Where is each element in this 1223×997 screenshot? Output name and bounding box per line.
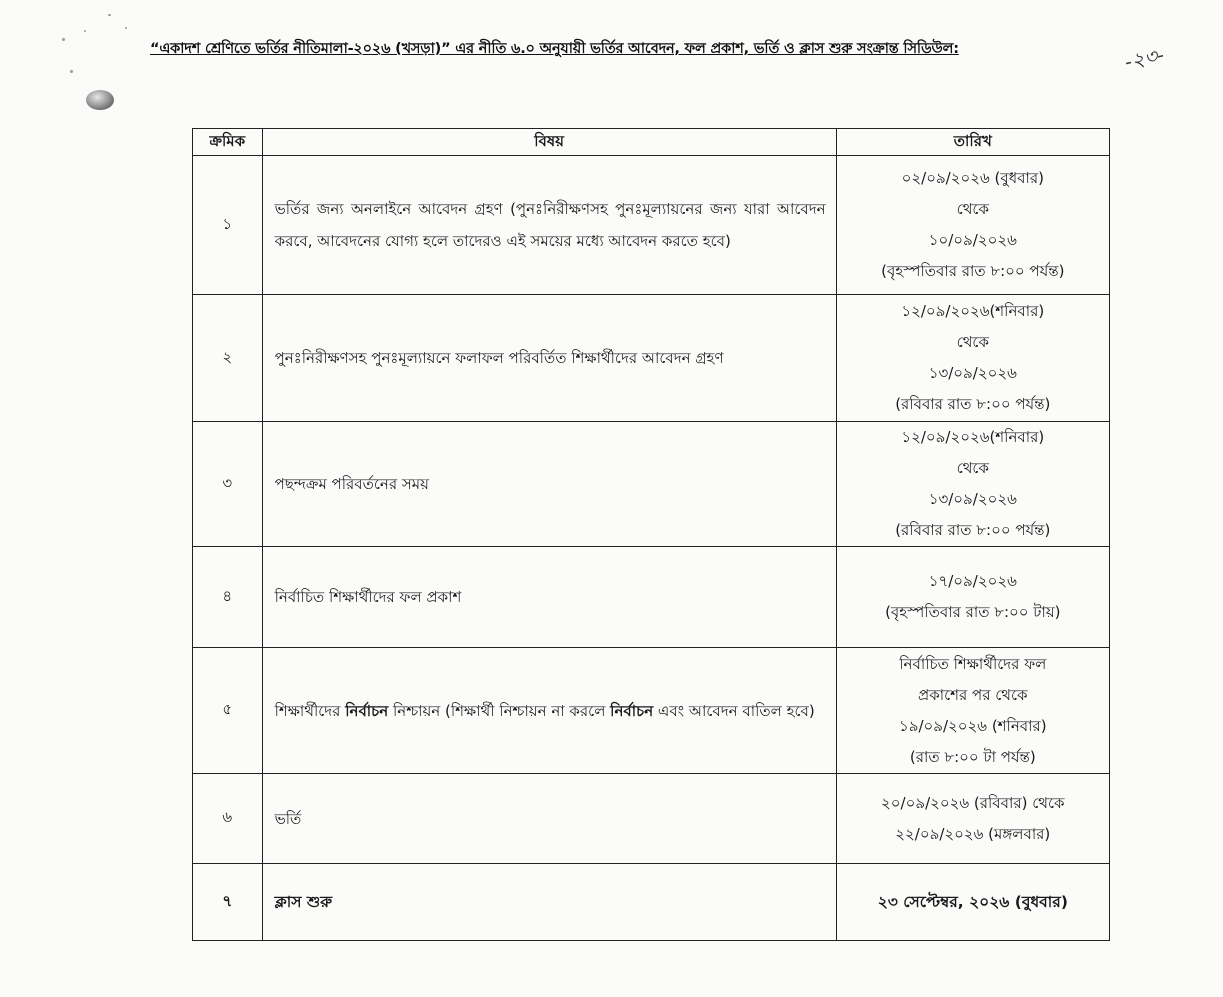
subject-emphasis: নির্বাচন	[610, 701, 654, 720]
date-line: (রাত ৮:০০ টা পর্যন্ত)	[909, 747, 1036, 766]
row-date	[836, 864, 1109, 941]
row-subject: ক্লাস শুরু	[262, 864, 836, 941]
schedule-table	[192, 128, 1110, 941]
date-line: ২২/০৯/২০২৬ (মঙ্গলবার)	[895, 824, 1051, 843]
scan-speck	[108, 14, 111, 16]
date-line: ২০/০৯/২০২৬ (রবিবার) থেকে	[881, 793, 1065, 812]
row-date	[836, 648, 1109, 774]
row-date	[836, 547, 1109, 648]
scan-speck	[84, 30, 86, 32]
date-line: থেকে	[956, 459, 989, 477]
row-serial: ৩	[193, 422, 263, 547]
date-line: থেকে	[956, 200, 989, 218]
row-subject: পছন্দক্রম পরিবর্তনের সময়	[262, 422, 836, 547]
row-serial: ২	[193, 295, 263, 422]
table-row	[193, 295, 1110, 422]
handwritten-page-number: -২৩-	[1122, 42, 1167, 74]
date-line: (বৃহস্পতিবার রাত ৮:০০ টায়)	[885, 603, 1061, 621]
row-subject	[262, 648, 836, 774]
subject-text: এবং আবেদন বাতিল হবে)	[653, 701, 815, 720]
table-header-row	[193, 129, 1110, 156]
header-subject: বিষয়	[262, 129, 836, 156]
date-line: ১৩/০৯/২০২৬	[928, 364, 1017, 382]
date-line: ১৯/০৯/২০২৬ (শনিবার)	[898, 716, 1047, 735]
hole-punch-mark	[86, 90, 114, 110]
row-subject: নির্বাচিত শিক্ষার্থীদের ফল প্রকাশ	[262, 547, 836, 648]
header-date: তারিখ	[836, 129, 1109, 156]
table-row	[193, 648, 1110, 774]
table-row	[193, 422, 1110, 547]
row-subject: পুনঃনিরীক্ষণসহ পুনঃমূল্যায়নে ফলাফল পরিবর্তিত শিক্ষার্থীদের আবেদন গ্রহণ	[262, 295, 836, 422]
date-line: (বৃহস্পতিবার রাত ৮:০০ পর্যন্ত)	[881, 262, 1065, 280]
row-date	[836, 295, 1109, 422]
date-line: (রবিবার রাত ৮:০০ পর্যন্ত)	[895, 521, 1051, 539]
row-date	[836, 156, 1109, 295]
table-row	[193, 547, 1110, 648]
date-line: ২৩ সেপ্টেম্বর, ২০২৬ (বুধবার)	[877, 892, 1068, 911]
date-line: (রবিবার রাত ৮:০০ পর্যন্ত)	[895, 395, 1051, 413]
row-serial: ৭	[193, 864, 263, 941]
date-line: প্রকাশের পর থেকে	[918, 685, 1028, 704]
date-line: নির্বাচিত শিক্ষার্থীদের ফল	[899, 654, 1047, 673]
row-date	[836, 422, 1109, 547]
date-line: ১২/০৯/২০২৬(শনিবার)	[901, 428, 1045, 446]
row-date	[836, 774, 1109, 864]
table-row	[193, 156, 1110, 295]
scan-speck	[70, 70, 73, 73]
subject-text: নিশ্চায়ন (শিক্ষার্থী নিশ্চায়ন না করলে	[388, 701, 611, 720]
table-row	[193, 864, 1110, 941]
date-line: থেকে	[956, 333, 989, 351]
row-serial: ১	[193, 156, 263, 295]
row-subject: ভর্তি	[262, 774, 836, 864]
table-row	[193, 774, 1110, 864]
date-line: ০২/০৯/২০২৬ (বুধবার)	[901, 169, 1044, 187]
date-line: ১৭/০৯/২০২৬	[928, 572, 1017, 590]
document-heading: “একাদশ শ্রেণিতে ভর্তির নীতিমালা-২০২৬ (খসড়া)” এর নীতি ৬.০ অনুযায়ী ভর্তির আবেদন, ফল প্রকাশ, ভর্তি ও ক্লাস শুরু সংক্রান্ত সিডিউল:	[150, 41, 959, 57]
date-line: ১৩/০৯/২০২৬	[928, 490, 1017, 508]
subject-emphasis: নির্বাচন	[345, 701, 389, 720]
row-serial: ৪	[193, 547, 263, 648]
row-serial: ৫	[193, 648, 263, 774]
row-serial: ৬	[193, 774, 263, 864]
header-serial: ক্রমিক	[193, 129, 263, 156]
date-line: ১০/০৯/২০২৬	[928, 231, 1017, 249]
row-subject: ভর্তির জন্য অনলাইনে আবেদন গ্রহণ (পুনঃনিরীক্ষণসহ পুনঃমূল্যায়নের জন্য যারা আবেদন করবে, আবেদনের যোগ্য হলে তাদেরও এই সময়ের মধ্যে আবেদন করতে হবে)	[262, 156, 836, 295]
subject-text: শিক্ষার্থীদের	[274, 701, 346, 720]
scan-speck	[62, 38, 65, 41]
scan-speck	[125, 27, 127, 29]
date-line: ১২/০৯/২০২৬(শনিবার)	[901, 302, 1045, 320]
